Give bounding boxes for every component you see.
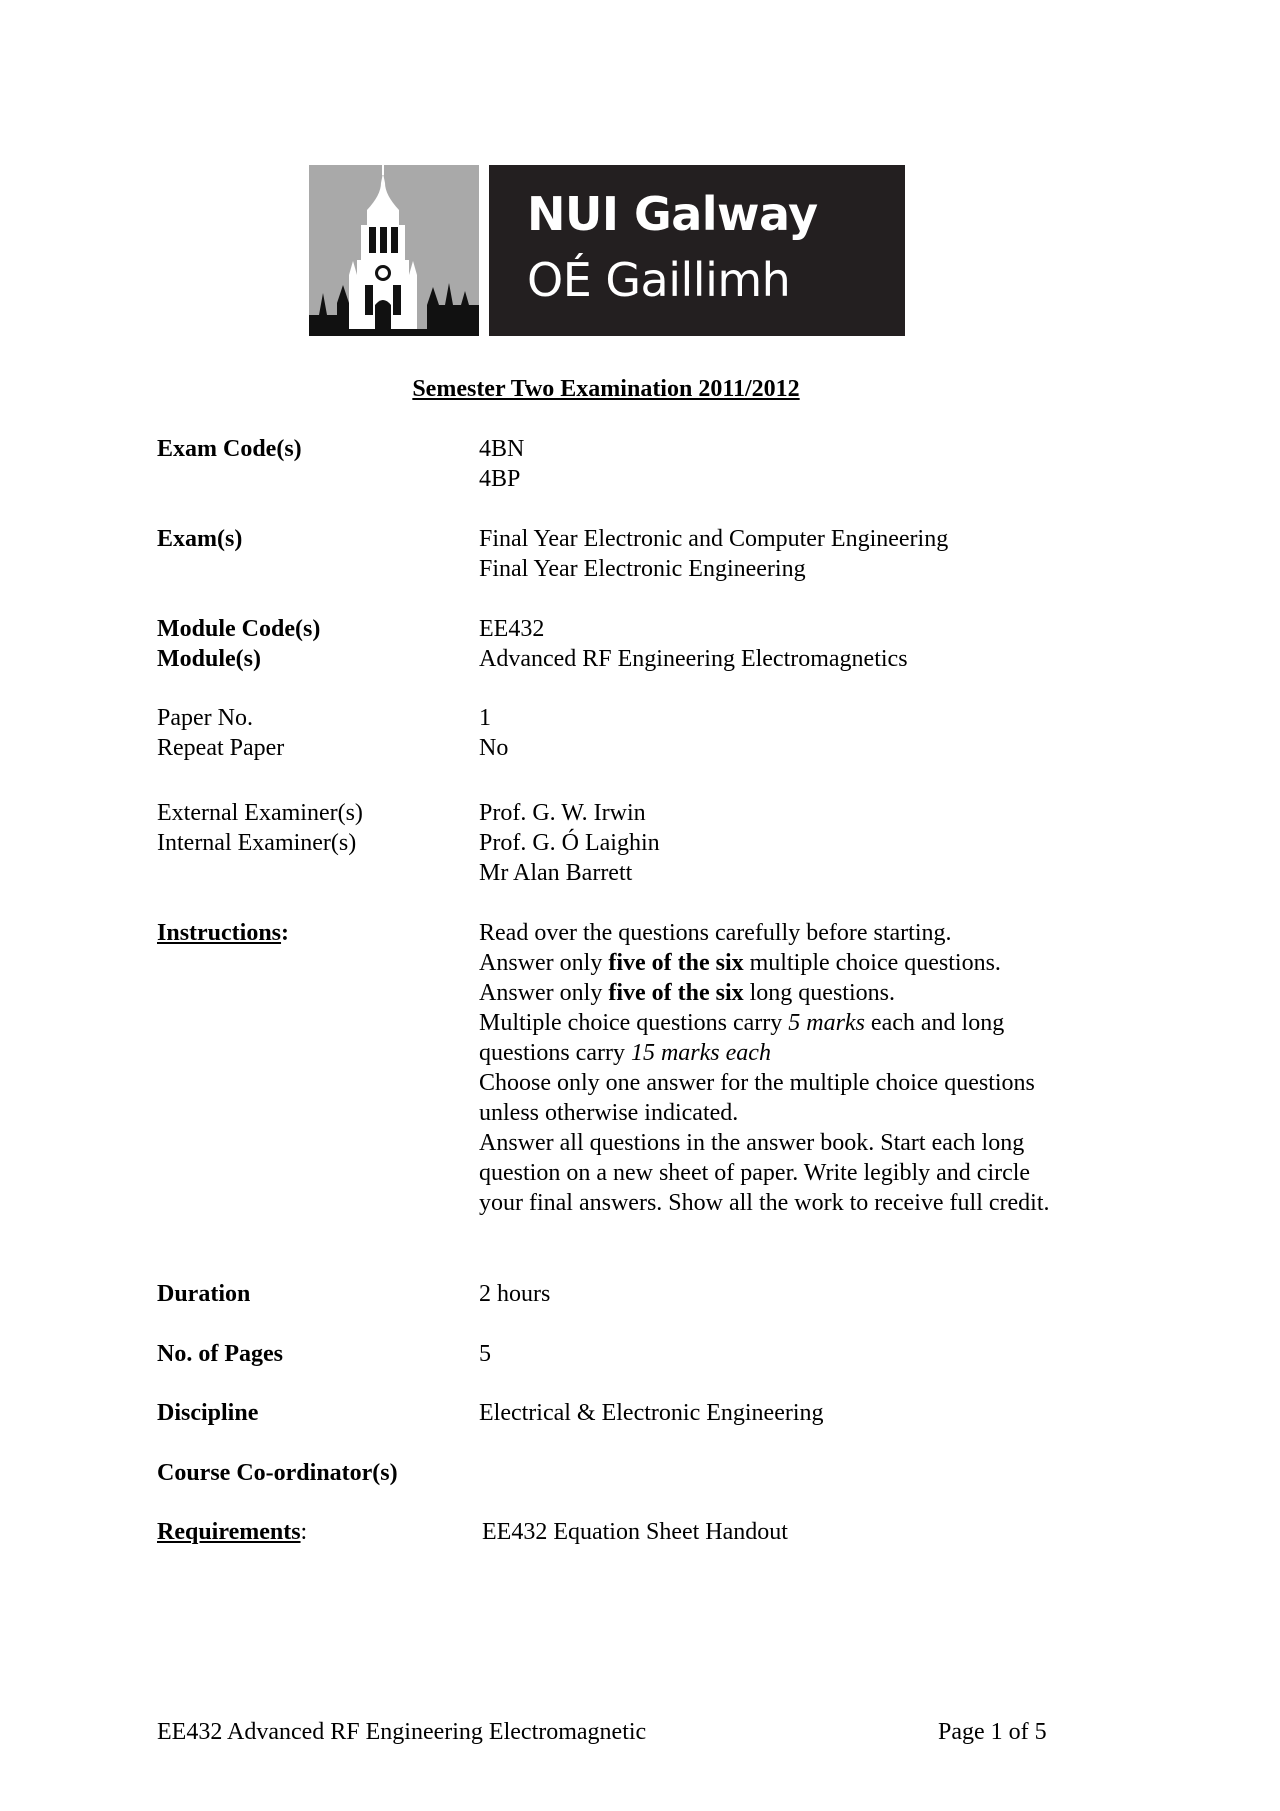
external-examiner-value: Prof. G. W. Irwin — [479, 800, 646, 826]
exam-name: Final Year Electronic Engineering — [479, 556, 806, 582]
requirements-label: Requirements: — [157, 1519, 308, 1545]
module-code-value: EE432 — [479, 616, 545, 642]
instruction-line: Choose only one answer for the multiple choice questions unless otherwise indicated. — [479, 1070, 1035, 1126]
internal-examiner-label: Internal Examiner(s) — [157, 830, 357, 856]
exam-code: 4BN — [479, 436, 525, 462]
paper-no-value: 1 — [479, 705, 491, 731]
pages-label: No. of Pages — [157, 1341, 283, 1367]
module-value: Advanced RF Engineering Electromagnetics — [479, 646, 908, 672]
exam-codes-value — [479, 434, 1069, 494]
instruction-line: Answer only five of the six multiple choice questions. — [479, 950, 1001, 976]
requirements-value: EE432 Equation Sheet Handout — [482, 1519, 788, 1545]
page-title: Semester Two Examination 2011/2012 — [412, 376, 800, 402]
instructions-label: Instructions: — [157, 920, 290, 946]
module-label: Module(s) — [157, 646, 261, 672]
instruction-line: Answer all questions in the answer book. Start each long question on a new sheet of paper. Write legibly and circle your final answers. Show all the work to receive full credit. — [479, 1130, 1050, 1216]
instruction-line: Answer only five of the six long questions. — [479, 980, 895, 1006]
instruction-line: Read over the questions carefully before starting. — [479, 920, 952, 946]
instruction-line: Multiple choice questions carry 5 marks each and long questions carry 15 marks each — [479, 1010, 1005, 1066]
repeat-paper-label: Repeat Paper — [157, 735, 285, 761]
external-examiner-label: External Examiner(s) — [157, 800, 363, 826]
university-logo — [309, 165, 905, 336]
clock-tower-emblem — [309, 165, 479, 336]
exam-code: 4BP — [479, 466, 521, 492]
exams-label: Exam(s) — [157, 526, 243, 552]
internal-examiner-name: Prof. G. Ó Laighin — [479, 830, 660, 856]
internal-examiner-value — [479, 828, 1069, 888]
exam-name: Final Year Electronic and Computer Engineering — [479, 526, 949, 552]
logo-wordmark — [489, 165, 905, 336]
duration-label: Duration — [157, 1281, 251, 1307]
exam-codes-label: Exam Code(s) — [157, 436, 302, 462]
exams-value — [479, 524, 1069, 584]
logo-name-english: NUI Galway — [527, 187, 818, 241]
coordinator-label: Course Co-ordinator(s) — [157, 1460, 398, 1486]
internal-examiner-name: Mr Alan Barrett — [479, 860, 633, 886]
repeat-paper-value: No — [479, 735, 509, 761]
footer-module-title: EE432 Advanced RF Engineering Electromagnetic — [157, 1719, 647, 1745]
duration-value: 2 hours — [479, 1281, 551, 1307]
module-code-label: Module Code(s) — [157, 616, 321, 642]
footer-page-number: Page 1 of 5 — [938, 1719, 1047, 1745]
discipline-value: Electrical & Electronic Engineering — [479, 1400, 824, 1426]
pages-value: 5 — [479, 1341, 491, 1367]
logo-name-irish: OÉ Gaillimh — [527, 253, 791, 307]
discipline-label: Discipline — [157, 1400, 259, 1426]
instructions-text — [479, 918, 1069, 1218]
paper-no-label: Paper No. — [157, 705, 253, 731]
